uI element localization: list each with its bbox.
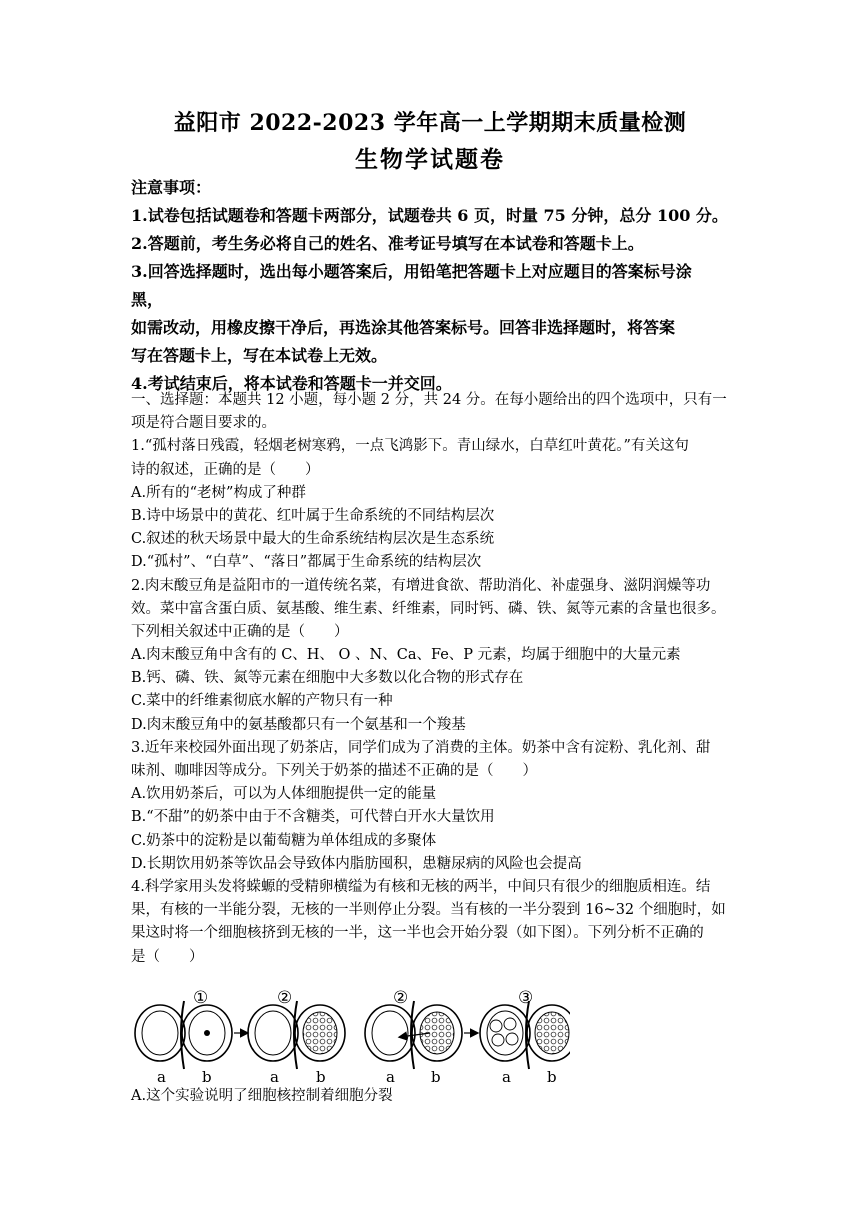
section-instruction: 项是符合题目要求的。 [131, 415, 276, 432]
notice-heading: 注意事项： [131, 178, 212, 197]
question-1-option-c: C.叙述的秋天场景中最大的生命系统结构层次是生态系统 [131, 531, 495, 548]
figure-panel-1 [135, 1001, 247, 1069]
question-4-stem: 4.科学家用头发将蝾螈的受精卵横缢为有核和无核的两半，中间只有很少的细胞质相连。结 [131, 878, 711, 895]
question-4-option-a: A.这个实验说明了细胞核控制着细胞分裂 [131, 1088, 393, 1104]
egg-division-figure [130, 989, 570, 1085]
question-3-option-b: B.“不甜”的奶茶中由于不含糖类，可代替白开水大量饮用 [131, 809, 495, 826]
question-3-option-c: C.奶茶中的淀粉是以葡萄糖为单体组成的多聚体 [131, 832, 437, 849]
panel-number: ② [277, 989, 293, 1008]
panel-label-a: a [502, 1068, 511, 1085]
questions-section [131, 390, 741, 970]
notice-line: 写在答题卡上，写在本试卷上无效。 [131, 346, 388, 365]
panel-label-b: b [431, 1068, 441, 1085]
question-1-option-a: A.所有的“老树”构成了种群 [131, 484, 306, 501]
question-2-option-a: A.肉末酸豆角中含有的 C、H、 O 、N、Ca、Fe、P 元素，均属于细胞中的大量元素 [131, 647, 681, 664]
question-2-option-d: D.肉末酸豆角中的氨基酸都只有一个氨基和一个羧基 [131, 716, 466, 733]
question-2-option-b: B.钙、磷、铁、氮等元素在细胞中大多数以化合物的形式存在 [131, 670, 524, 687]
panel-label-a: a [157, 1068, 166, 1085]
panel-number: ② [393, 989, 409, 1008]
figure-panel-2 [248, 1001, 345, 1069]
question-4-stem: 果这时将一个细胞核挤到无核的一半，这一半也会开始分裂（如下图）。下列分析不正确的 [131, 925, 704, 942]
question-4-options [131, 1086, 741, 1109]
panel-label-b: b [547, 1068, 557, 1085]
notice-line: 2.答题前，考生务必将自己的姓名、准考证号填写在本试卷和答题卡上。 [131, 234, 644, 253]
figure-panel-3 [365, 1001, 477, 1069]
notice-section [131, 178, 741, 402]
panel-label-b: b [202, 1068, 212, 1085]
exam-title: 益阳市 2022-2023 学年高一上学期期末质量检测 [173, 110, 687, 136]
question-1-stem: 诗的叙述，正确的是（ ） [131, 461, 320, 478]
question-2-stem: 效。菜中富含蛋白质、氨基酸、维生素、纤维素，同时钙、磷、铁、氮等元素的含量也很多。 [131, 600, 726, 617]
figure-panel-4 [480, 1001, 570, 1069]
exam-subtitle: 生物学试题卷 [355, 146, 505, 173]
question-2-option-c: C.菜中的纤维素彻底水解的产物只有一种 [131, 693, 393, 710]
panel-number: ① [193, 989, 209, 1008]
notice-line: 4.考试结束后，将本试卷和答题卡一并交回。 [131, 374, 452, 393]
panel-number: ③ [518, 989, 534, 1008]
panel-label-b: b [316, 1068, 326, 1085]
question-3-stem: 味剂、咖啡因等成分。下列关于奶茶的描述不正确的是（ ） [131, 763, 537, 779]
notice-line: 1.试卷包括试题卷和答题卡两部分，试题卷共 6 页，时量 75 分钟，总分 100 分。 [131, 206, 728, 225]
question-1-option-d: D.“孤村”、“白草”、“落日”都属于生命系统的结构层次 [131, 554, 482, 571]
section-instruction: 一、选择题：本题共 12 小题，每小题 2 分，共 24 分。在每小题给出的四个选项中，只有一 [131, 392, 727, 408]
egg-division-diagram [130, 989, 570, 1085]
question-1-stem: 1.“孤村落日残霞，轻烟老树寒鸦，一点飞鸿影下。青山绿水，白草红叶黄花。”有关这句 [131, 438, 689, 455]
notice-line: 黑， [131, 290, 164, 309]
question-3-option-a: A.饮用奶茶后，可以为人体细胞提供一定的能量 [131, 786, 437, 803]
panel-label-a: a [270, 1068, 279, 1085]
question-1-option-b: B.诗中场景中的黄花、红叶属于生命系统的不同结构层次 [131, 507, 495, 524]
question-2-stem: 2.肉末酸豆角是益阳市的一道传统名菜，有增进食欲、帮助消化、补虚强身、滋阴润燥等功 [131, 577, 711, 594]
notice-line: 3.回答选择题时，选出每小题答案后，用铅笔把答题卡上对应题目的答案标号涂 [131, 262, 692, 281]
question-4-stem: 果，有核的一半能分裂，无核的一半则停止分裂。当有核的一半分裂到 16~32 个细胞时，如 [131, 902, 726, 919]
question-4-stem: 是（ ） [131, 948, 204, 965]
question-2-stem: 下列相关叙述中正确的是（ ） [131, 623, 349, 640]
notice-line: 如需改动，用橡皮擦干净后，再选涂其他答案标号。回答非选择题时，将答案 [131, 318, 676, 337]
question-3-option-d: D.长期饮用奶茶等饮品会导致体内脂肪囤积，患糖尿病的风险也会提高 [131, 855, 582, 872]
question-3-stem: 3.近年来校园外面出现了奶茶店，同学们成为了消费的主体。奶茶中含有淀粉、乳化剂、甜 [131, 739, 711, 756]
panel-label-a: a [386, 1068, 395, 1085]
